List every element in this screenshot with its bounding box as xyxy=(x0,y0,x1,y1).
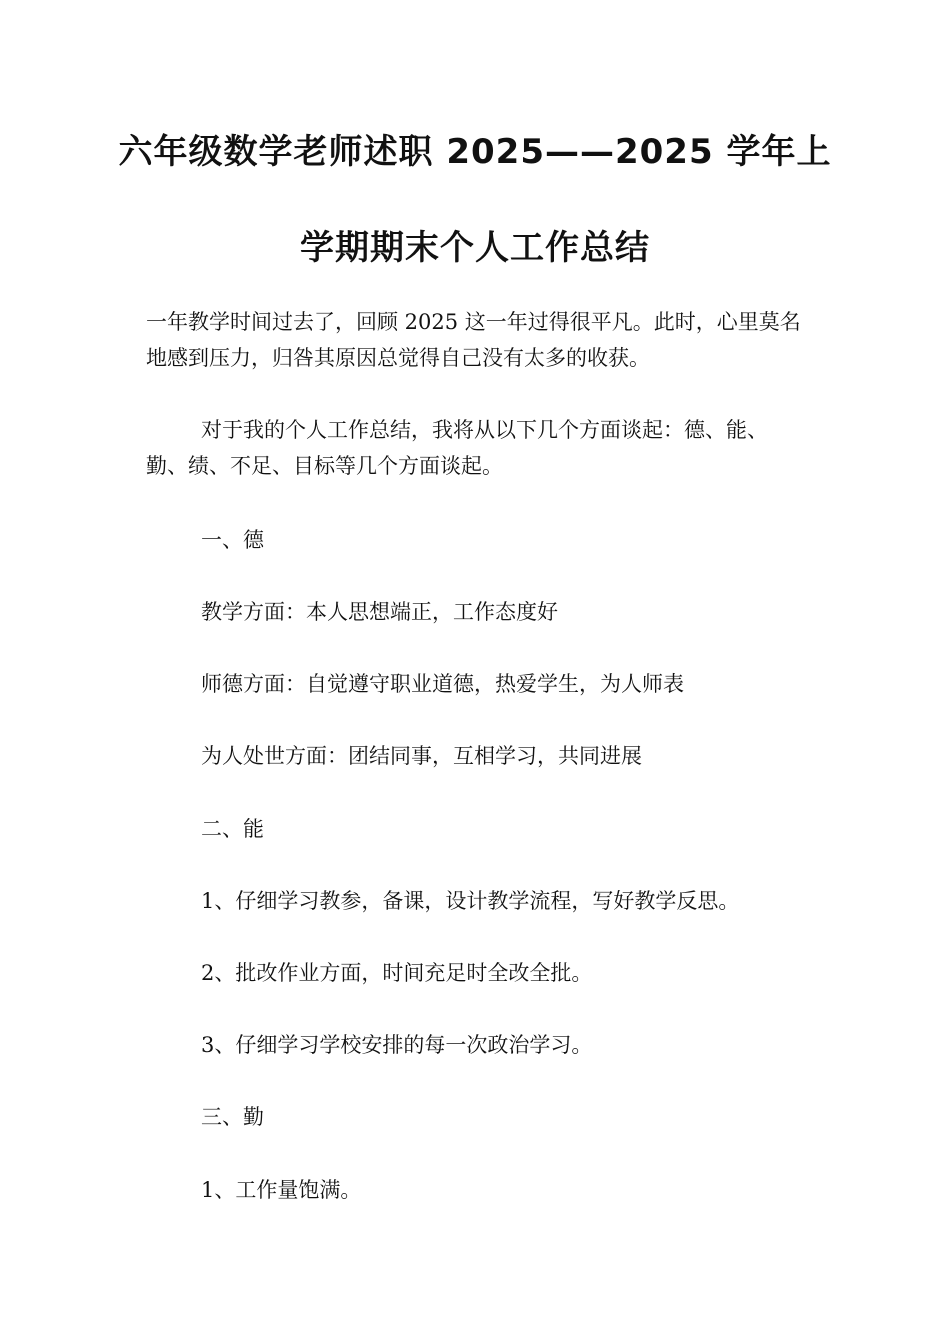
section-heading-de: 一、德 xyxy=(201,528,264,552)
overview-paragraph: 对于我的个人工作总结，我将从以下几个方面谈起：德、能、勤、绩、不足、目标等几个方面谈起。 xyxy=(146,418,768,478)
ability-item-3: 3、仔细学习学校安排的每一次政治学习。 xyxy=(201,1033,593,1057)
document-title-line-2: 学期期末个人工作总结 xyxy=(300,228,650,268)
section-heading-qin: 三、勤 xyxy=(201,1105,264,1129)
ability-item-2: 2、批改作业方面，时间充足时全改全批。 xyxy=(201,961,593,985)
teaching-item: 教学方面：本人思想端正，工作态度好 xyxy=(201,600,558,624)
conduct-item: 为人处世方面：团结同事，互相学习，共同进展 xyxy=(201,744,642,768)
section-heading-neng: 二、能 xyxy=(201,817,264,841)
intro-paragraph: 一年教学时间过去了，回顾 2025 这一年过得很平凡。此时，心里莫名地感到压力，归咎其原因总觉得自己没有太多的收获。 xyxy=(146,310,801,370)
diligence-item-1: 1、工作量饱满。 xyxy=(201,1178,362,1202)
document-title-line-1: 六年级数学老师述职 2025——2025 学年上 xyxy=(118,132,832,172)
ability-item-1: 1、仔细学习教参，备课，设计教学流程，写好教学反思。 xyxy=(201,889,740,913)
ethics-item: 师德方面：自觉遵守职业道德，热爱学生，为人师表 xyxy=(201,672,684,696)
